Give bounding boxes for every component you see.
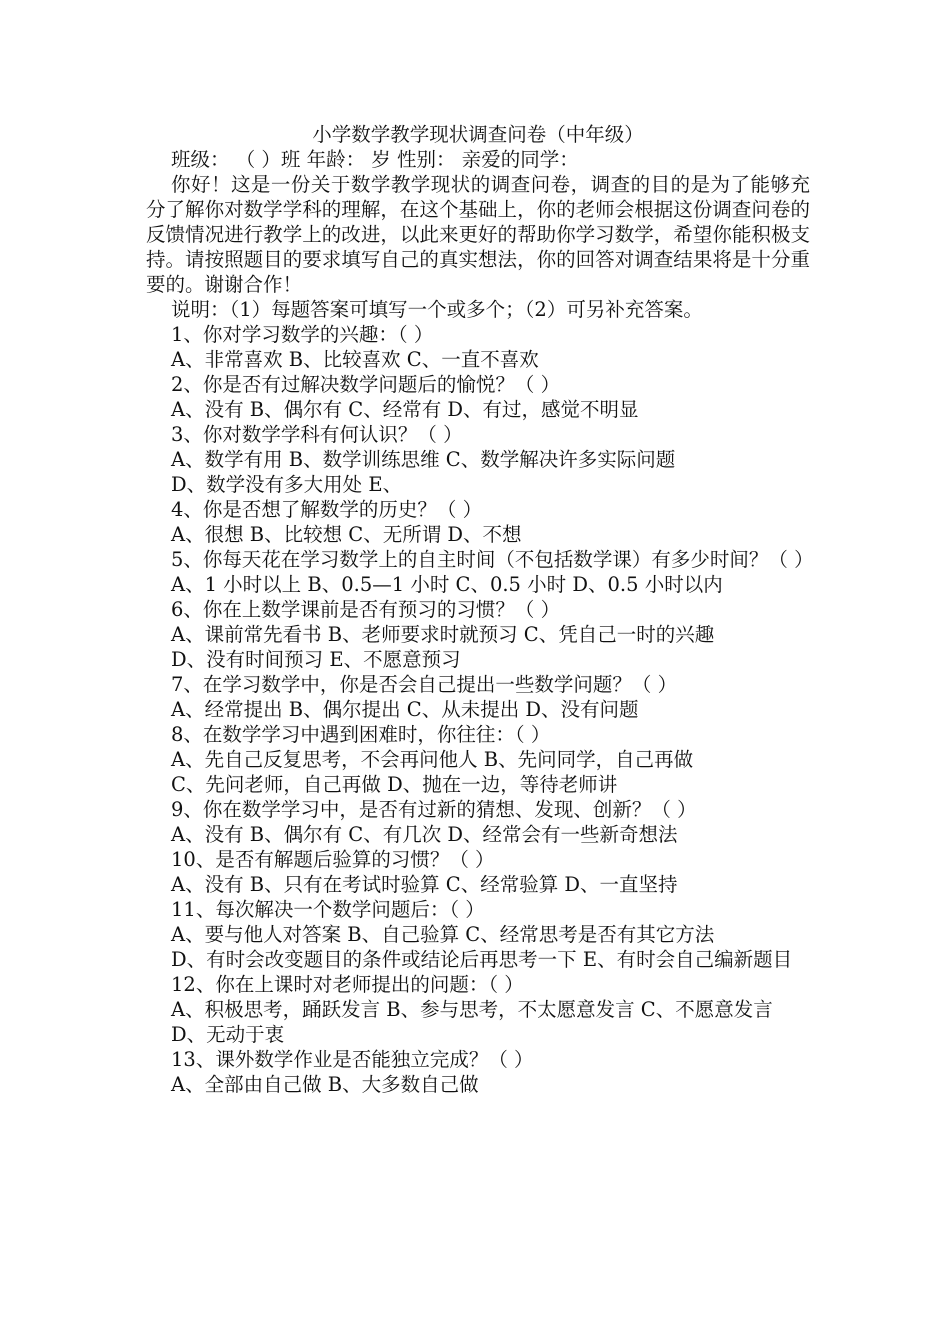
options-line: D、数学没有多大用处 E、	[171, 473, 403, 496]
question-line: 2、你是否有过解决数学问题后的愉悦？（ ）	[171, 373, 561, 396]
options-line: A、1 小时以上 B、0.5—1 小时 C、0.5 小时 D、0.5 小时以内	[171, 573, 723, 596]
options-line: A、先自己反复思考，不会再问他人 B、先问同学，自己再做	[171, 748, 694, 771]
options-line: A、数学有用 B、数学训练思维 C、数学解决许多实际问题	[171, 448, 676, 471]
question-line: 9、你在数学学习中，是否有过新的猜想、发现、创新？（ ）	[171, 798, 697, 821]
question-11-option-d-line: D、有时会改变题目的条件或结论后再思考一下 E、有时会自己编新题目	[171, 948, 793, 971]
question-line: 1、你对学习数学的兴趣：（ ）	[171, 323, 434, 346]
options-line: A、没有 B、偶尔有 C、经常有 D、有过，感觉不明显	[171, 398, 639, 421]
options-line: A、全部由自己做 B、大多数自己做	[171, 1073, 479, 1096]
options-line: A、要与他人对答案 B、自己验算 C、经常思考是否有其它方法	[171, 923, 715, 946]
question-line: 12、你在上课时对老师提出的问题：（ ）	[171, 973, 524, 996]
question-line: 4、你是否想了解数学的历史？（ ）	[171, 498, 483, 521]
question-line: 8、在数学学习中遇到困难时，你往往：（ ）	[171, 723, 551, 746]
options-line: A、没有 B、偶尔有 C、有几次 D、经常会有一些新奇想法	[171, 823, 678, 846]
question-5-line: 5、你每天花在学习数学上的自主时间（不包括数学课）有多少时间？（ ）	[171, 548, 814, 571]
question-line: 3、你对数学学科有何认识？（ ）	[171, 423, 463, 446]
options-line: A、没有 B、只有在考试时验算 C、经常验算 D、一直坚持	[171, 873, 678, 896]
question-line: 6、你在上数学课前是否有预习的习惯？（ ）	[171, 598, 561, 621]
options-line: A、课前常先看书 B、老师要求时就预习 C、凭自己一时的兴趣	[171, 623, 715, 646]
options-line: A、很想 B、比较想 C、无所谓 D、不想	[171, 523, 522, 546]
questionnaire-document	[146, 122, 814, 1097]
options-line: C、先问老师，自己再做 D、抛在一边，等待老师讲	[171, 773, 618, 796]
options-line: D、无动于衷	[171, 1023, 285, 1046]
document-title: 小学数学教学现状调查问卷（中年级）	[312, 123, 644, 146]
question-line: 11、每次解决一个数学问题后：（ ）	[171, 898, 485, 921]
question-line: 10、是否有解题后验算的习惯？（ ）	[171, 848, 495, 871]
student-info-line: 班级： （ ）班 年龄： 岁 性别： 亲爱的同学：	[171, 148, 579, 171]
question-line: 13、课外数学作业是否能独立完成？（ ）	[171, 1048, 534, 1071]
options-line: A、积极思考，踊跃发言 B、参与思考，不太愿意发言 C、不愿意发言	[171, 998, 773, 1021]
options-line: D、没有时间预习 E、不愿意预习	[171, 648, 461, 671]
options-line: A、非常喜欢 B、比较喜欢 C、一直不喜欢	[171, 348, 539, 371]
instructions-line: 说明：（1）每题答案可填写一个或多个；（2）可另补充答案。	[171, 298, 703, 321]
question-line: 7、在学习数学中，你是否会自己提出一些数学问题？（ ）	[171, 673, 678, 696]
options-line: A、经常提出 B、偶尔提出 C、从未提出 D、没有问题	[171, 698, 639, 721]
intro-paragraph: 你好！这是一份关于数学教学现状的调查问卷，调查的目的是为了能够充分了解你对数学学科的理解，在这个基础上，你的老师会根据这份调查问卷的反馈情况进行教学上的改进，以此来更好的帮助你学习数学，希望你能积极支持。请按照题目的要求填写自己的真实想法，你的回答对调查结果将是十分重要的。谢谢合作！	[146, 173, 810, 296]
